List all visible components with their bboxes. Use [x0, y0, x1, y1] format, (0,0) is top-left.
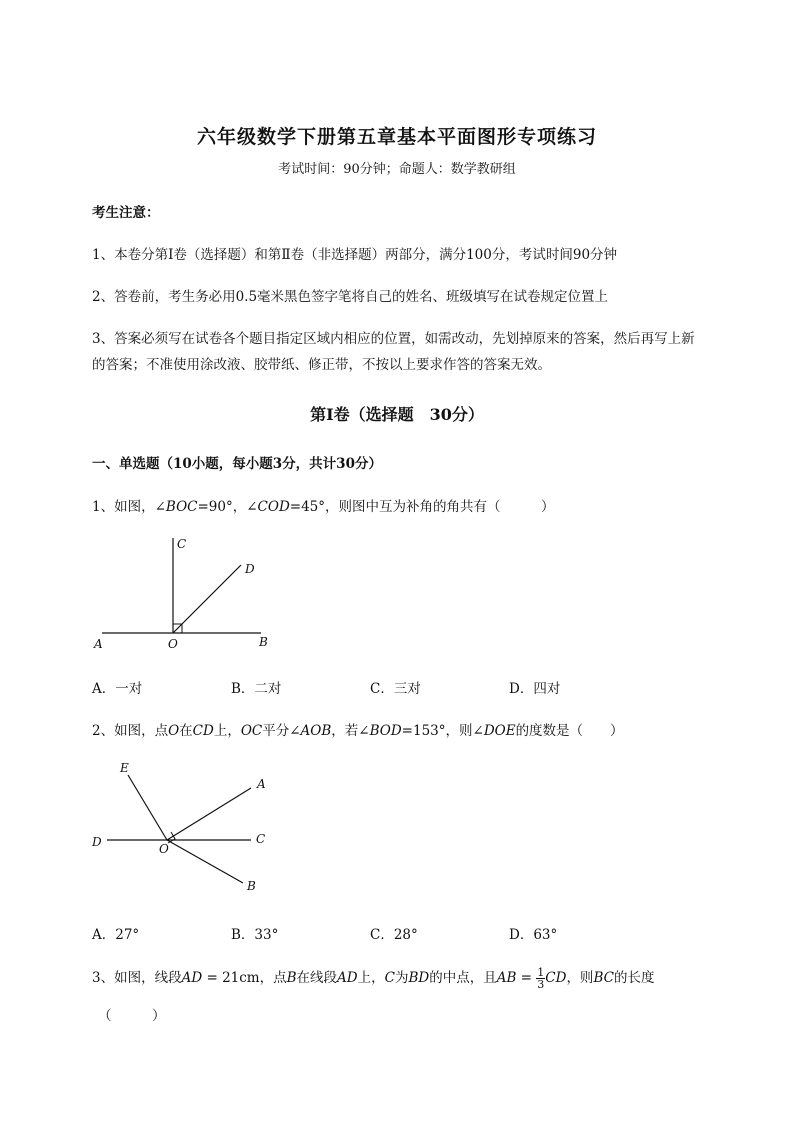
q2-option-c[interactable]: C．28° [370, 927, 418, 943]
q1-option-c[interactable]: C．三对 [370, 681, 421, 697]
q1-option-b[interactable]: B．二对 [231, 681, 282, 697]
q2-option-b[interactable]: B．33° [231, 927, 279, 943]
label-C: C [177, 537, 187, 551]
part-title: 一、单选题（10小题，每小题3分，共计30分） [92, 456, 382, 472]
q1-option-d[interactable]: D．四对 [509, 681, 561, 697]
fraction-one-third: $\frac{1}{3}$ [537, 966, 545, 991]
note-3: 3、答案必须写在试卷各个题目指定区域内相应的位置，如需改动，先划掉原来的答案，然后再写上新 [92, 331, 695, 347]
label-O: O [168, 637, 178, 651]
label-O: O [159, 842, 169, 856]
question-1-figure [88, 530, 288, 655]
note-1: 1、本卷分第I卷（选择题）和第Ⅱ卷（非选择题）两部分，满分100分，考试时间90分钟 [92, 247, 618, 263]
label-A: A [257, 777, 266, 791]
label-C: C [256, 832, 266, 846]
question-3-text: 3、如图，线段AD = 21cm，点B在线段AD上，C为BD的中点，且AB = $\frac{1}{3}$ CD，则BC的长度 [92, 966, 655, 991]
page-title: 六年级数学下册第五章基本平面图形专项练习 [196, 126, 597, 148]
label-D: D [92, 835, 102, 849]
q2-option-a[interactable]: A．27° [92, 927, 140, 943]
notes-heading: 考生注意： [92, 205, 160, 221]
label-A: A [94, 637, 103, 651]
question-3-answer-blank: （ ） [98, 1008, 166, 1024]
label-B: B [247, 879, 256, 893]
question-1-text: 1、如图，∠BOC=90°，∠COD=45°，则图中互为补角的角共有（ ） [92, 499, 555, 515]
label-E: E [120, 761, 129, 775]
note-2: 2、答卷前，考生务必用0.5毫米黑色签字笔将自己的姓名、班级填写在试卷规定位置上 [92, 289, 609, 305]
note-3-continued: 的答案；不准使用涂改液、胶带纸、修正带，不按以上要求作答的答案无效。 [92, 357, 551, 373]
label-B: B [259, 635, 268, 649]
question-2-figure [88, 755, 278, 895]
q2-option-d[interactable]: D．63° [509, 927, 558, 943]
section-title: 第I卷（选择题 30分） [310, 405, 484, 424]
q1-option-a[interactable]: A．一对 [92, 681, 143, 697]
label-D: D [245, 562, 255, 576]
question-2-text: 2、如图，点O在CD上，OC平分∠AOB，若∠BOD=153°，则∠DOE的度数是（ ） [92, 723, 624, 739]
exam-info: 考试时间：90分钟；命题人：数学教研组 [278, 162, 516, 177]
